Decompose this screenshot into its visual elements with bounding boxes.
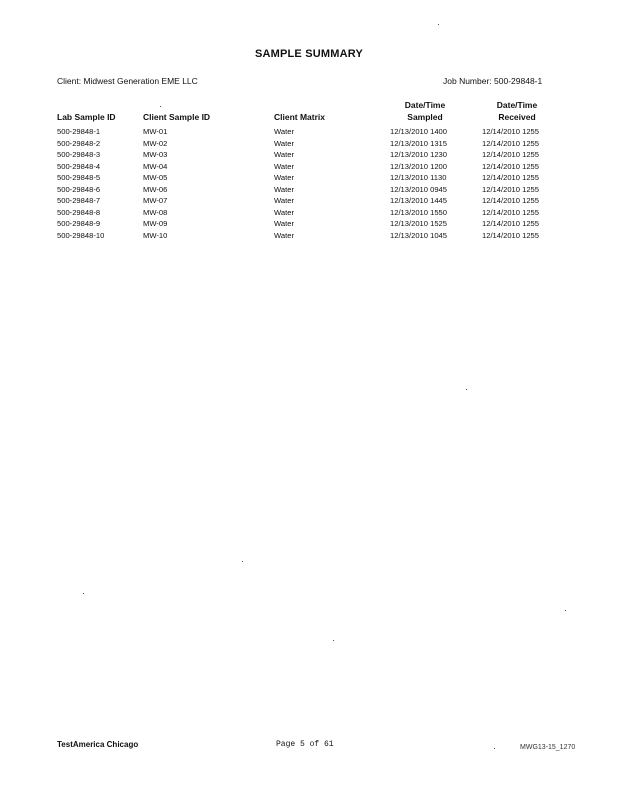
header-client-sample-id: Client Sample ID [143, 112, 211, 122]
table-row [57, 161, 572, 173]
cell-lab-sample-id: 500-29848-9 [57, 219, 101, 228]
scan-speck [438, 24, 439, 25]
scan-speck [83, 593, 84, 594]
cell-client-sample-id: MW-09 [143, 219, 168, 228]
cell-date-received: 12/14/2010 1255 [482, 138, 540, 148]
sample-table [57, 126, 572, 241]
cell-client-matrix: Water [274, 207, 294, 217]
footer-lab-name: TestAmerica Chicago [57, 740, 139, 749]
cell-client-sample-id: MW-07 [143, 196, 168, 205]
table-row [57, 207, 572, 219]
table-row [57, 184, 572, 196]
header-lab-sample-id: Lab Sample ID [57, 112, 116, 122]
cell-lab-sample-id: 500-29848-2 [57, 138, 101, 148]
table-row [57, 195, 572, 207]
cell-client-matrix: Water [274, 196, 294, 205]
cell-client-matrix: Water [274, 230, 294, 240]
cell-lab-sample-id: 500-29848-10 [57, 230, 105, 240]
cell-lab-sample-id: 500-29848-4 [57, 161, 101, 171]
cell-date-received: 12/14/2010 1255 [482, 207, 540, 217]
cell-client-matrix: Water [274, 150, 294, 159]
scan-speck [160, 106, 161, 107]
cell-date-sampled: 12/13/2010 1315 [390, 138, 448, 148]
page-title: SAMPLE SUMMARY [254, 48, 364, 60]
table-row [57, 149, 572, 161]
cell-client-sample-id: MW-10 [143, 230, 168, 240]
sample-table-body [57, 126, 572, 241]
cell-client-matrix: Water [274, 219, 294, 228]
job-number-line: Job Number: 500-29848-1 [443, 76, 543, 86]
cell-date-sampled: 12/13/2010 1525 [390, 219, 448, 228]
cell-lab-sample-id: 500-29848-1 [57, 127, 101, 136]
cell-client-sample-id: MW-08 [143, 207, 168, 217]
cell-client-matrix: Water [274, 173, 294, 182]
cell-date-sampled: 12/13/2010 1045 [390, 230, 448, 240]
cell-date-sampled: 12/13/2010 1550 [390, 207, 448, 217]
cell-date-sampled: 12/13/2010 1130 [390, 173, 447, 182]
header-received-top: Date/Time [496, 100, 538, 110]
cell-date-received: 12/14/2010 1255 [482, 219, 540, 228]
header-received-bottom: Received [498, 112, 536, 122]
cell-lab-sample-id: 500-29848-3 [57, 150, 101, 159]
cell-date-received: 12/14/2010 1255 [482, 173, 540, 182]
table-row [57, 126, 572, 138]
table-row [57, 138, 572, 150]
table-row [57, 218, 572, 230]
cell-lab-sample-id: 500-29848-8 [57, 207, 101, 217]
scan-speck [466, 389, 467, 390]
cell-lab-sample-id: 500-29848-7 [57, 196, 101, 205]
cell-client-matrix: Water [274, 161, 294, 171]
cell-client-sample-id: MW-01 [143, 127, 168, 136]
footer-page-number: Page 5 of 61 [276, 740, 334, 749]
scan-speck [333, 640, 334, 641]
cell-client-sample-id: MW-02 [143, 138, 168, 148]
cell-client-matrix: Water [274, 127, 294, 136]
cell-date-received: 12/14/2010 1255 [482, 230, 540, 240]
cell-lab-sample-id: 500-29848-6 [57, 184, 101, 194]
cell-date-sampled: 12/13/2010 1200 [390, 161, 448, 171]
cell-date-received: 12/14/2010 1255 [482, 127, 540, 136]
cell-lab-sample-id: 500-29848-5 [57, 173, 101, 182]
cell-client-sample-id: MW-03 [143, 150, 168, 159]
cell-client-sample-id: MW-05 [143, 173, 168, 182]
header-sampled-bottom: Sampled [407, 112, 443, 122]
client-line: Client: Midwest Generation EME LLC [57, 76, 198, 86]
footer-document-code: MWG13-15_1270 [520, 744, 576, 751]
header-sampled-top: Date/Time [404, 100, 446, 110]
cell-date-received: 12/14/2010 1255 [482, 150, 540, 159]
cell-client-sample-id: MW-06 [143, 184, 168, 194]
cell-date-received: 12/14/2010 1255 [482, 196, 540, 205]
header-client-matrix: Client Matrix [274, 112, 326, 122]
table-row [57, 230, 572, 242]
cell-client-matrix: Water [274, 138, 294, 148]
cell-date-received: 12/14/2010 1255 [482, 184, 540, 194]
cell-client-sample-id: MW-04 [143, 161, 168, 171]
scan-speck [565, 610, 566, 611]
cell-date-received: 12/14/2010 1255 [482, 161, 540, 171]
scan-speck [494, 748, 495, 749]
cell-date-sampled: 12/13/2010 1400 [390, 127, 448, 136]
table-row [57, 172, 572, 184]
cell-date-sampled: 12/13/2010 1445 [390, 196, 448, 205]
cell-date-sampled: 12/13/2010 1230 [390, 150, 448, 159]
cell-client-matrix: Water [274, 184, 294, 194]
scan-speck [242, 561, 243, 562]
cell-date-sampled: 12/13/2010 0945 [390, 184, 448, 194]
